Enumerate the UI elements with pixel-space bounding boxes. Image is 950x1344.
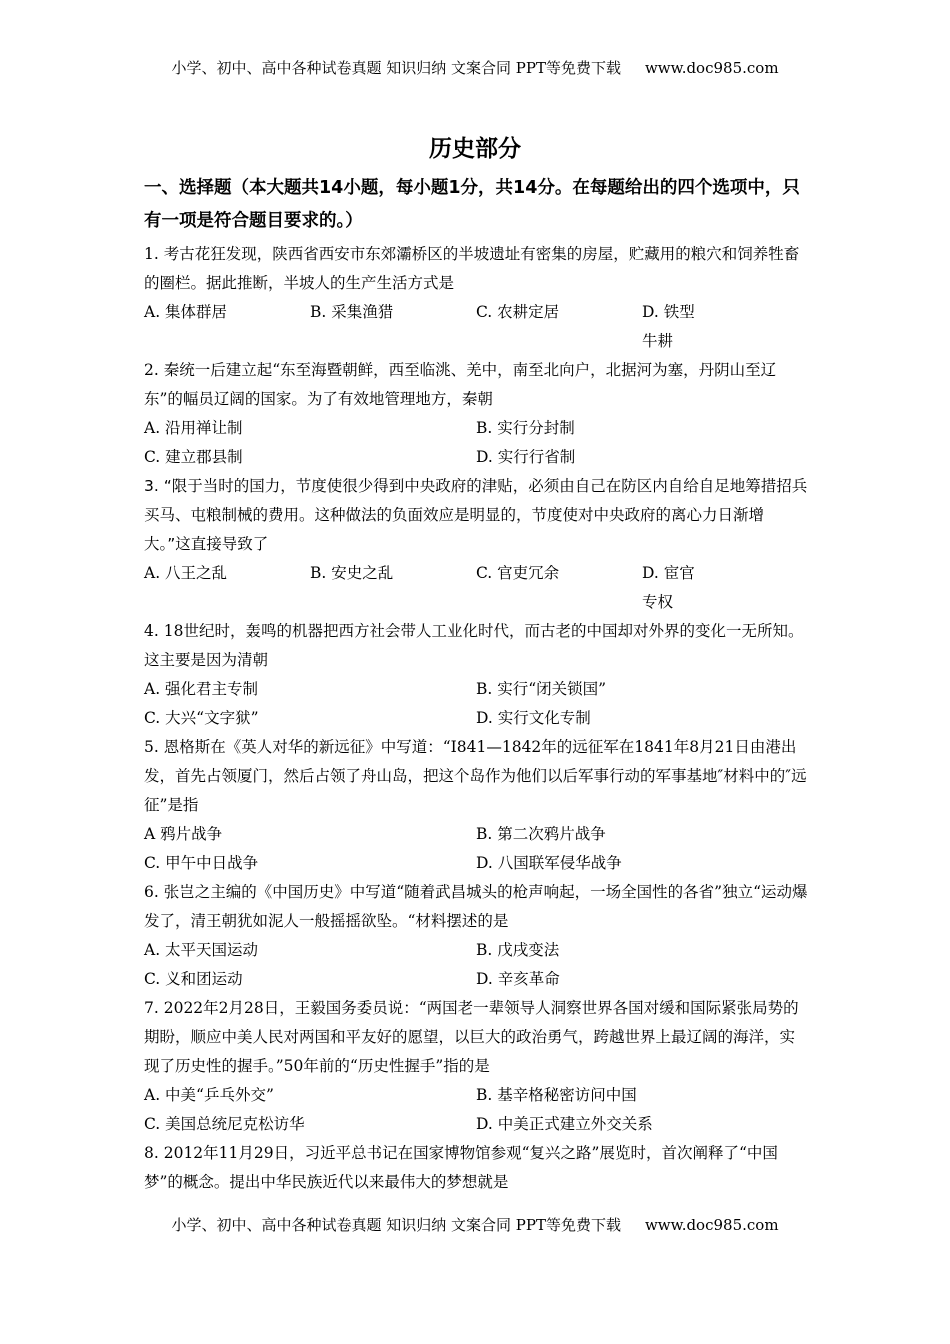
question-6-option-a[interactable]: A. 太平天国运动 [144,941,259,959]
page-title: 历史部分 [429,136,521,162]
question-8-stem: 8. 2012年11月29日，习近平总书记在国家博物馆参观“复兴之路”展览时，首次阐释了“中国梦”的概念。提出中华民族近代以来最伟大的梦想就是 [144,1144,778,1191]
question-1-option-a[interactable]: A. 集体群居 [144,303,228,321]
footer-url[interactable]: www.doc985.com [644,1216,779,1234]
question-7-options [144,1081,808,1139]
question-4-option-c[interactable]: C. 大兴“文字狱” [144,709,259,727]
question-7-option-a[interactable]: A. 中美“乒乓外交” [144,1086,274,1104]
question-3-options [144,559,808,617]
question-3-option-b[interactable]: B. 安史之乱 [310,564,394,582]
question-2-options [144,414,808,472]
question-6-option-c[interactable]: C. 义和团运动 [144,970,243,988]
question-2-option-b[interactable]: B. 实行分封制 [476,419,575,437]
question-1-option-b[interactable]: B. 采集渔猎 [310,303,394,321]
question-7-option-b[interactable]: B. 基辛格秘密访问中国 [476,1086,637,1104]
question-2-option-c[interactable]: C. 建立郡县制 [144,448,243,466]
page-header [0,57,950,78]
question-5-option-c[interactable]: C. 甲午中日战争 [144,854,259,872]
question-4-option-d[interactable]: D. 实行文化专制 [476,709,591,727]
question-3-option-a[interactable]: A. 八王之乱 [144,564,228,582]
question-5-option-a[interactable]: A 鸦片战争 [144,825,223,843]
header-text: 小学、初中、高中各种试卷真题 知识归纳 文案合同 PPT等免费下载 [171,59,621,77]
question-7-option-c[interactable]: C. 美国总统尼克松访华 [144,1115,305,1133]
exam-content [144,172,808,1197]
question-1-option-c[interactable]: C. 农耕定居 [476,303,560,321]
question-5-options [144,820,808,878]
section-heading: 一、选择题（本大题共14小题，每小题1分，共14分。在每题给出的四个选项中，只有一项是符合题目要求的。） [144,178,800,231]
question-2-stem: 2. 秦统一后建立起“东至海暨朝鲜，西至临洮、羌中，南至北向户，北据河为塞，丹阴山至辽东”的幅员辽阔的国家。为了有效地管理地方，秦朝 [144,361,777,408]
question-7-stem: 7. 2022年2月28日，王毅国务委员说：“两国老一辈领导人洞察世界各国对缓和国际紧张局势的期盼，顺应中美人民对两国和平友好的愿望，以巨大的政治勇气，跨越世界上最辽阔的海洋，实现了历史性的握手。”50年前的“历史性握手”指的是 [144,999,799,1075]
question-3-option-c[interactable]: C. 官吏冗余 [476,564,560,582]
question-2-option-d[interactable]: D. 实行行省制 [476,448,576,466]
question-4-options [144,675,808,733]
question-1-option-d[interactable]: D. 铁型牛耕 [642,303,695,350]
question-6-stem: 6. 张岂之主编的《中国历史》中写道“随着武昌城头的枪声响起，一场全国性的各省”独立“运动爆发了，清王朝犹如泥人一般摇摇欲坠。“材料摆述的是 [144,883,808,930]
question-5-option-d[interactable]: D. 八国联军侵华战争 [476,854,622,872]
question-1-options [144,298,808,356]
footer-text: 小学、初中、高中各种试卷真题 知识归纳 文案合同 PPT等免费下载 [171,1216,621,1234]
question-3-option-d[interactable]: D. 宦官专权 [642,564,695,611]
question-7-option-d[interactable]: D. 中美正式建立外交关系 [476,1115,653,1133]
question-3-stem: 3. “限于当时的国力，节度使很少得到中央政府的津贴，必须由自己在防区内自给自足地筹措招兵买马、屯粮制械的费用。这种做法的负面效应是明显的，节度使对中央政府的离心力日渐增大。”这直接导致了 [144,477,808,553]
question-1-stem: 1. 考古花狂发现，陕西省西安市东郊灞桥区的半坡遗址有密集的房屋，贮藏用的粮穴和饲养牲畜的圈栏。据此推断，半坡人的生产生活方式是 [144,245,800,292]
question-6-options [144,936,808,994]
page-footer [0,1214,950,1235]
question-6-option-d[interactable]: D. 辛亥革命 [476,970,560,988]
question-4-option-b[interactable]: B. 实行“闭关锁国” [476,680,607,698]
question-4-stem: 4. 18世纪时，轰鸣的机器把西方社会带人工业化时代，而古老的中国却对外界的变化一无所知。这主要是因为清朝 [144,622,804,669]
question-6-option-b[interactable]: B. 戊戌变法 [476,941,560,959]
question-5-stem: 5. 恩格斯在《英人对华的新远征》中写道：“I841—1842年的远征军在1841年8月21日由港出发，首先占领厦门，然后占领了舟山岛，把这个岛作为他们以后军事行动的军事基地″材料中的″远征”是指 [144,738,807,814]
header-url[interactable]: www.doc985.com [644,59,779,77]
question-5-option-b[interactable]: B. 第二次鸦片战争 [476,825,606,843]
question-4-option-a[interactable]: A. 强化君主专制 [144,680,259,698]
question-2-option-a[interactable]: A. 沿用禅让制 [144,419,243,437]
